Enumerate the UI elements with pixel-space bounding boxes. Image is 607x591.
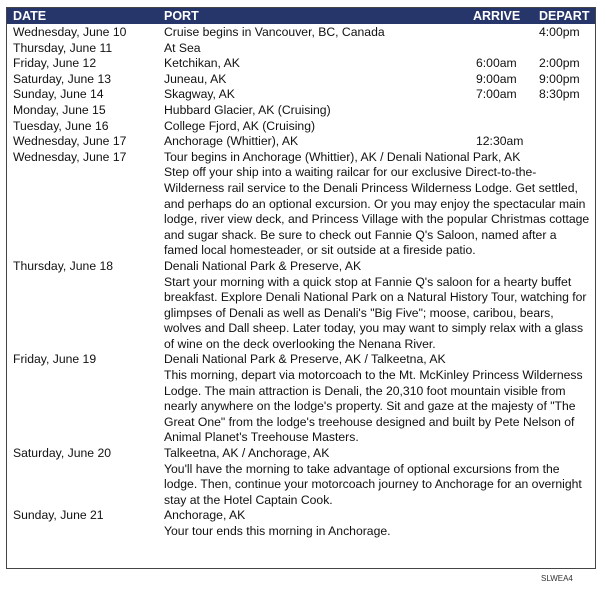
row-description: Step off your ship into a waiting railcar for our exclusive Direct-to-the-Wilderness rail service to the Denali Princess Wilderness Lodge. Get settled, and perhaps do an optional excursion. Or you may enjoy the spectacular main lodge, river view deck, and Princess Village with the popular Christmas cottage and sugar shack. Be sure to check out Fannie Q's Saloon, named after a famed local homesteader, or sit outside at a fireside patio.	[164, 165, 590, 258]
row-port: Talkeetna, AK / Anchorage, AK	[164, 446, 330, 461]
row-date: Thursday, June 11	[13, 40, 113, 55]
row-arrive: 6:00am	[476, 56, 517, 71]
row-description: Your tour ends this morning in Anchorage.	[164, 524, 391, 538]
row-port-cell	[164, 119, 594, 135]
row-depart: 2:00pm	[539, 56, 580, 71]
row-port-cell	[164, 150, 594, 259]
row-port: Anchorage, AK	[164, 508, 246, 523]
row-port-cell	[164, 41, 594, 57]
row-port: Juneau, AK	[164, 71, 227, 86]
row-arrive: 9:00am	[476, 71, 517, 86]
row-port-cell	[164, 72, 594, 88]
table-row	[7, 72, 595, 88]
row-port: Anchorage (Whittier), AK	[164, 134, 299, 149]
header-port: PORT	[164, 9, 199, 23]
table-row	[7, 134, 595, 150]
table-row	[7, 508, 595, 539]
row-date: Wednesday, June 10	[13, 25, 127, 39]
row-port-cell	[164, 352, 594, 446]
row-port: Skagway, AK	[164, 87, 235, 102]
table-row	[7, 446, 595, 508]
table-row	[7, 352, 595, 446]
row-description: You'll have the morning to take advantage of optional excursions from the lodge. Then, continue your motorcoach journey to Anchorage for an overnight stay at the Hotel Captain Cook.	[164, 461, 582, 507]
row-arrive: 12:30am	[476, 134, 524, 149]
row-port: Hubbard Glacier, AK (Cruising)	[164, 102, 331, 117]
table-row	[7, 119, 595, 135]
table-body	[7, 25, 595, 540]
row-port-cell	[164, 56, 594, 72]
row-port-cell	[164, 87, 594, 103]
row-date: Saturday, June 13	[13, 71, 112, 86]
row-port-cell	[164, 25, 594, 41]
row-depart: 8:30pm	[539, 87, 580, 102]
row-port: Denali National Park & Preserve, AK / Talkeetna, AK	[164, 352, 446, 367]
header-depart: DEPART	[539, 9, 590, 23]
row-port: Tour begins in Anchorage (Whittier), AK / Denali National Park, AK	[164, 149, 521, 164]
table-row	[7, 259, 595, 353]
table-row	[7, 25, 595, 41]
row-date: Saturday, June 20	[13, 446, 112, 461]
row-date: Friday, June 19	[13, 352, 97, 367]
row-description: This morning, depart via motorcoach to the Mt. McKinley Princess Wilderness Lodge. The main attraction is Denali, the 20,310 foot mountain visible from nearly anywhere on the lodge's property. Sit and gaze at the majesty of "The Great One" from the lodge's treehouse designed and built by Pete Nelson of Animal Planet's Treehouse Masters.	[164, 368, 583, 445]
table-row	[7, 56, 595, 72]
row-date: Friday, June 12	[13, 56, 97, 71]
table-header	[7, 8, 595, 24]
row-port: Denali National Park & Preserve, AK	[164, 258, 362, 273]
row-port-cell	[164, 134, 594, 150]
row-date: Thursday, June 18	[13, 258, 114, 273]
row-port-cell	[164, 508, 594, 539]
row-port: Ketchikan, AK	[164, 56, 240, 71]
header-arrive: ARRIVE	[473, 9, 521, 23]
row-port: Cruise begins in Vancouver, BC, Canada	[164, 25, 385, 39]
row-description: Start your morning with a quick stop at Fannie Q's saloon for a hearty buffet breakfast. Explore Denali National Park on a Natural History Tour, watching for glimpses of Denali as well as Denali's "Big Five"; moose, caribou, bears, wolves and Dall sheep. Later today, you may want to simply relax with a glass of wine on the deck overlooking the Nenana River.	[164, 274, 587, 351]
table-row	[7, 87, 595, 103]
row-depart: 4:00pm	[539, 25, 580, 39]
row-port-cell	[164, 103, 594, 119]
row-date: Tuesday, June 16	[13, 118, 109, 133]
row-arrive: 7:00am	[476, 87, 517, 102]
row-date: Sunday, June 21	[13, 508, 104, 523]
row-depart: 9:00pm	[539, 71, 580, 86]
table-row	[7, 150, 595, 259]
row-port-cell	[164, 446, 594, 508]
row-date: Sunday, June 14	[13, 87, 104, 102]
row-port: College Fjord, AK (Cruising)	[164, 118, 316, 133]
row-date: Wednesday, June 17	[13, 149, 127, 164]
row-date: Wednesday, June 17	[13, 134, 127, 149]
header-date: DATE	[13, 9, 47, 23]
row-date: Monday, June 15	[13, 102, 106, 117]
row-port-cell	[164, 259, 594, 353]
itinerary-table	[6, 7, 596, 569]
table-row	[7, 103, 595, 119]
table-row	[7, 41, 595, 57]
document-code: SLWEA4	[541, 574, 573, 583]
row-port: At Sea	[164, 40, 201, 55]
